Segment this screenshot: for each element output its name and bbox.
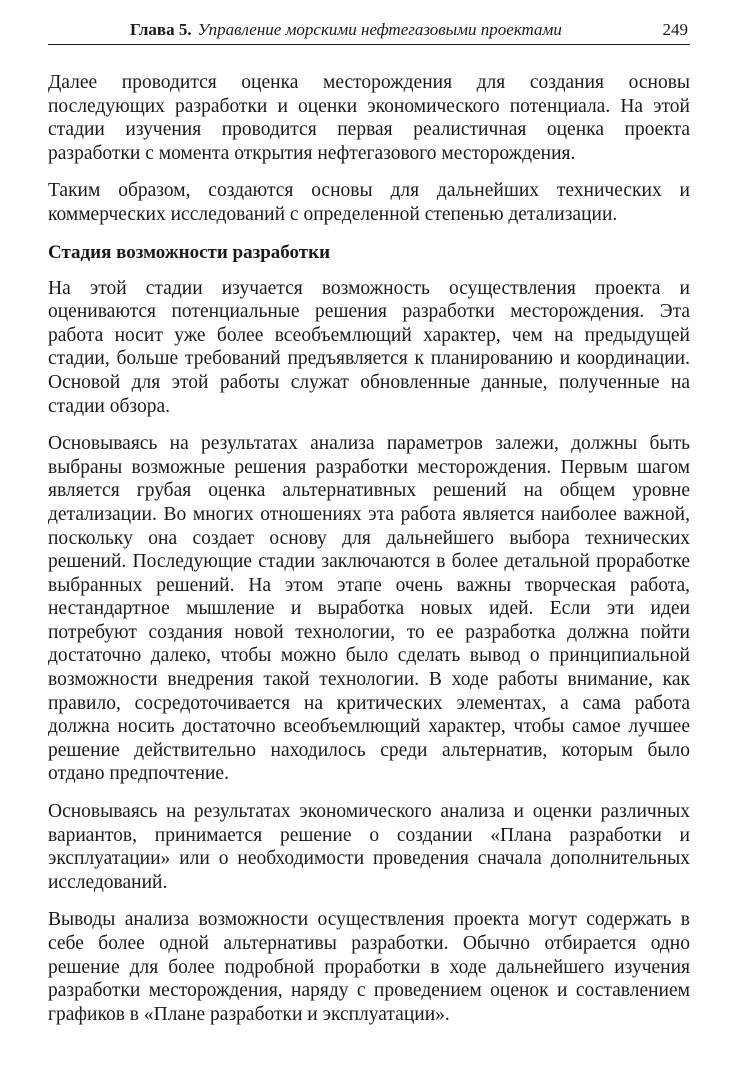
paragraph-1: Далее проводится оценка месторождения для создания основы последующих разработки и оценки экономического потенциала. На этой стадии изучения проводится первая реалистичная оценка проекта разработки с момента открытия нефтегазового месторождения. <box>48 72 690 164</box>
chapter-title: Управление морскими нефтегазовыми проектами <box>197 20 562 39</box>
paragraph-4: Основываясь на результатах анализа параметров залежи, должны быть выбраны возможные решения разработки месторождения. Первым шагом является грубая оценка альтернативных решений на общем уровне детализации. Во многих отношениях эта работа является наиболее важной, поскольку она создает основу для дальнейшего выбора технических решений. Последующие стадии заключаются в более детальной проработке выбранных решений. На этом этапе очень важны творческая работа, нестандартное мышление и выработка новых идей. Если эти идеи потребуют создания новой технологии, то ее разработка должна пойти достаточно далеко, чтобы можно было сделать вывод о принципиальной возможности внедрения такой технологии. В ходе работы внимание, как правило, сосредоточивается на критических элементах, а сама работа должна носить достаточно всеобъемлющий характер, чтобы самое лучшее решение действительно находилось среди альтернатив, которым было отдано предпочтение. <box>48 433 690 785</box>
paragraph-6: Выводы анализа возможности осуществления проекта могут содержать в себе более одной альтернативы разработки. Обычно отбирается одно решение для более подробной проработки в ходе дальнейшего изучения разработки месторождения, наряду с проведением оценок и составлением графиков в «Плане разработки и эксплуатации». <box>48 909 690 1025</box>
chapter-label: Глава 5. <box>130 20 192 39</box>
running-header <box>48 20 690 45</box>
page-number: 249 <box>662 20 688 39</box>
paragraph-5: Основываясь на результатах экономического анализа и оценки различных вариантов, принимается решение о создании «Плана разработки и эксплуатации» или о необходимости проведения сначала дополнительных исследований. <box>48 801 690 893</box>
paragraph-3: На этой стадии изучается возможность осуществления проекта и оцениваются потенциальные решения разработки месторождения. Эта работа носит уже более всеобъемлющий характер, чем на предыдущей стадии, больше требований предъявляется к планированию и координации. Основой для этой работы служат обновленные данные, полученные на стадии обзора. <box>48 277 690 417</box>
book-page <box>48 20 690 1040</box>
paragraph-2: Таким образом, создаются основы для дальнейших технических и коммерческих исследований с определенной степенью детализации. <box>48 180 690 225</box>
section-heading: Стадия возможности разработки <box>48 241 331 263</box>
